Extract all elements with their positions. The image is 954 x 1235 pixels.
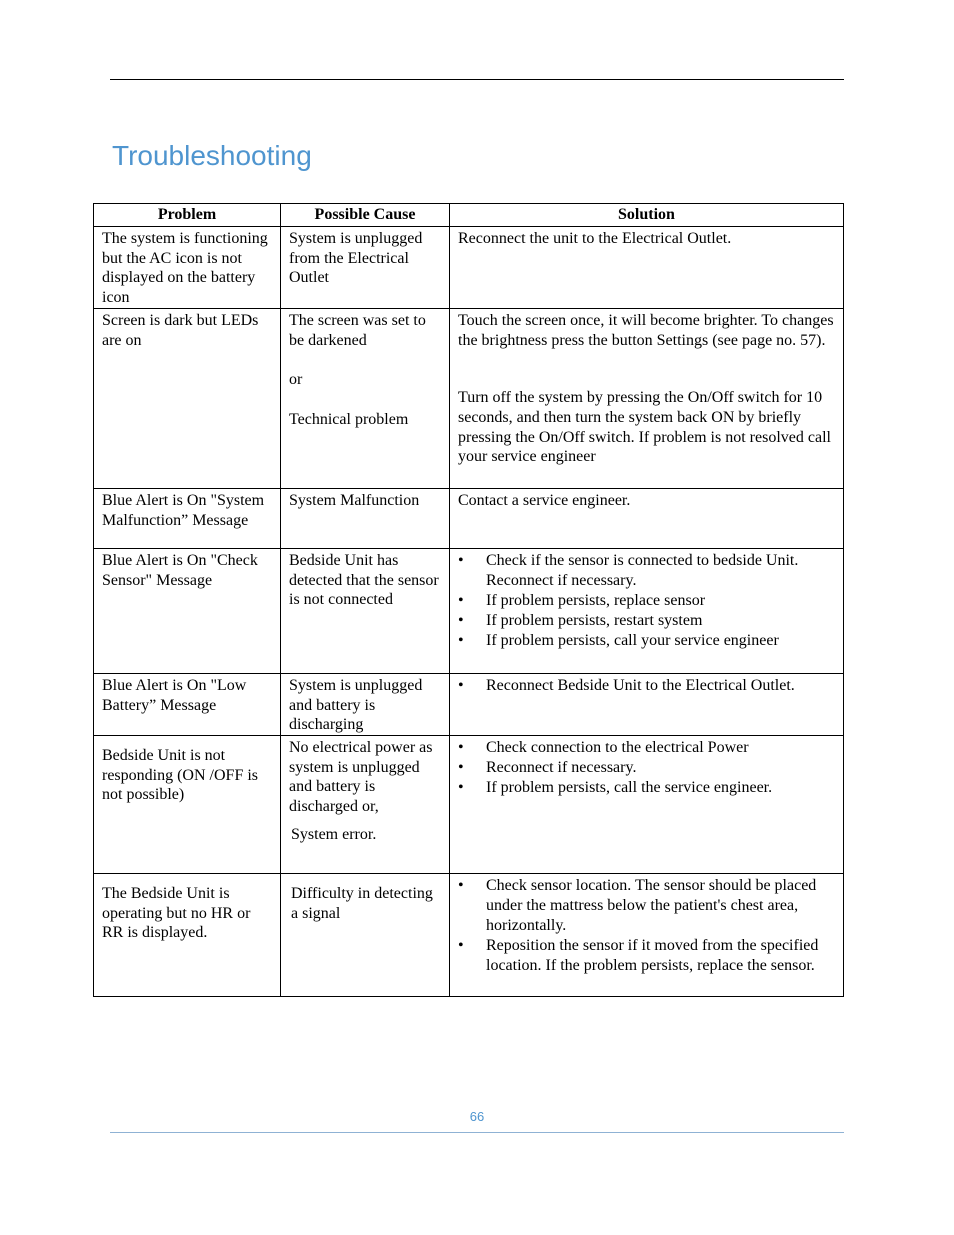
- table-row: [94, 227, 844, 309]
- solution-bullet: • Reconnect if necessary.: [458, 758, 837, 778]
- cause-text: System is unplugged from the Electrical Outlet: [289, 230, 423, 287]
- cause-cell: [281, 548, 450, 673]
- solution-bullet: • Check if the sensor is connected to bedside Unit. Reconnect if necessary.: [458, 551, 837, 591]
- solution-cell: [450, 227, 844, 309]
- problem-cell: [94, 873, 281, 996]
- solution-cell: [450, 548, 844, 673]
- cause-cell: [281, 735, 450, 873]
- footer-rule: [110, 1132, 844, 1133]
- solution-bullet: • If problem persists, restart system: [458, 611, 837, 631]
- solution-text: Contact a service engineer.: [458, 491, 631, 509]
- solution-text: Touch the screen once, it will become brighter. To changes the brightness press the button Settings (see page no. 57).: [458, 311, 834, 349]
- cause-text: System Malfunction: [289, 491, 420, 509]
- solution-bullet: • If problem persists, call the service engineer.: [458, 778, 837, 798]
- page-title: Troubleshooting: [112, 140, 312, 171]
- table-row: [94, 735, 844, 873]
- table-row: [94, 488, 844, 548]
- problem-text: Bedside Unit is not responding (ON /OFF is not possible): [102, 746, 259, 804]
- solution-cell: [450, 673, 844, 735]
- solution-text: Reconnect the unit to the Electrical Outlet.: [458, 230, 732, 247]
- solution-list: [458, 738, 837, 798]
- cause-text: The screen was set to be darkened: [289, 311, 426, 349]
- problem-cell: Blue Alert is On "Low Battery” Message: [94, 673, 281, 735]
- cause-cell: [281, 308, 450, 488]
- cause-text: or: [289, 371, 303, 389]
- solution-cell: [450, 735, 844, 873]
- solution-bullet: • Reposition the sensor if it moved from the specified location. If the problem persists, replace the sensor.: [458, 936, 837, 976]
- cause-text: Technical problem: [289, 410, 409, 428]
- cause-cell: [281, 873, 450, 996]
- header-rule: [110, 79, 844, 80]
- solution-text: Turn off the system by pressing the On/Off switch for 10 seconds, and then turn the system back ON by briefly pressing the On/Off switch. If problem is not resolved call your service engineer: [458, 389, 831, 466]
- column-header-problem: Problem: [94, 204, 281, 227]
- solution-bullet: • Check connection to the electrical Power: [458, 738, 837, 758]
- cause-text: System is unplugged and battery is discharging: [289, 676, 423, 734]
- problem-cell: [94, 735, 281, 873]
- solution-bullet: • Reconnect Bedside Unit to the Electrical Outlet.: [458, 676, 837, 696]
- column-header-solution: Solution: [450, 204, 844, 227]
- solution-bullet: • If problem persists, call your service engineer: [458, 631, 837, 651]
- table-row: [94, 308, 844, 488]
- page-number: 66: [469, 1109, 485, 1124]
- table-row: [94, 548, 844, 673]
- troubleshooting-table: [93, 203, 844, 997]
- problem-text: The Bedside Unit is operating but no HR or RR is displayed.: [102, 884, 251, 942]
- solution-bullet: • If problem persists, replace sensor: [458, 591, 837, 611]
- table-row: [94, 873, 844, 996]
- column-header-possible-cause: Possible Cause: [281, 204, 450, 227]
- cause-cell: [281, 488, 450, 548]
- cause-text: System error.: [291, 825, 377, 843]
- table-header-row: [94, 204, 844, 227]
- solution-list: [458, 876, 837, 976]
- problem-cell: Blue Alert is On "Check Sensor" Message: [94, 548, 281, 673]
- solution-list: [458, 676, 837, 696]
- problem-cell: The system is functioning but the AC icon is not displayed on the battery icon: [94, 227, 281, 309]
- cause-text: Bedside Unit has detected that the sensor is not connected: [289, 551, 439, 609]
- solution-bullet: • Check sensor location. The sensor should be placed under the mattress below the patient's chest area, horizontally.: [458, 876, 837, 936]
- problem-cell: Screen is dark but LEDs are on: [94, 308, 281, 488]
- solution-list: [458, 551, 837, 651]
- cause-text: Difficulty in detecting a signal: [291, 884, 433, 922]
- cause-cell: [281, 673, 450, 735]
- table-row: [94, 673, 844, 735]
- cause-cell: [281, 227, 450, 309]
- problem-cell: Blue Alert is On "System Malfunction” Message: [94, 488, 281, 548]
- cause-text: No electrical power as system is unplugged and battery is discharged or,: [289, 738, 433, 816]
- solution-cell: [450, 308, 844, 488]
- solution-cell: [450, 873, 844, 996]
- solution-cell: [450, 488, 844, 548]
